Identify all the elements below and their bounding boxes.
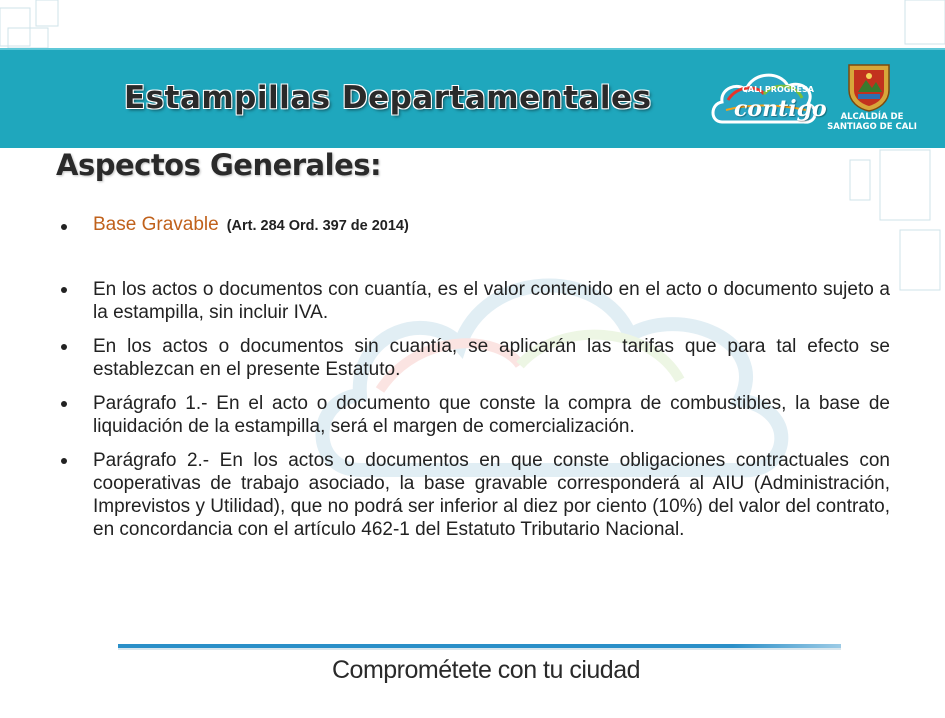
bullet-dot xyxy=(61,458,67,464)
base-gravable-reference: (Art. 284 Ord. 397 de 2014) xyxy=(226,218,409,234)
paragraph-item-3 xyxy=(56,392,890,438)
footer-divider xyxy=(118,644,841,651)
bullet-dot xyxy=(61,401,67,407)
base-gravable-item xyxy=(56,214,890,278)
footer-slogan: Comprométete con tu ciudad xyxy=(332,656,641,684)
logo-text-cali-progresa: CALI PROGRESA xyxy=(742,85,814,94)
banner-title: Estampillas Departamentales xyxy=(124,80,652,116)
bullet-dot xyxy=(61,287,67,293)
section-title: Aspectos Generales: xyxy=(56,148,382,182)
paragraph-item-2 xyxy=(56,335,890,381)
bullet-dot xyxy=(61,344,67,350)
cali-coat-of-arms-icon xyxy=(846,62,892,112)
paragraph-text-1: En los actos o documentos con cuantía, es el valor contenido en el acto o documento sujeto a la estampilla, sin incluir IVA. xyxy=(93,279,890,323)
alcaldia-label xyxy=(822,112,922,132)
bullet-list xyxy=(56,214,890,552)
paragraph-item-1 xyxy=(56,278,890,324)
paragraph-item-4 xyxy=(56,449,890,541)
header-banner xyxy=(0,48,945,148)
paragraph-text-2: En los actos o documentos sin cuantía, se aplicarán las tarifas que para tal efecto se establezcan en el presente Estatuto. xyxy=(93,336,890,380)
alcaldia-line-1: ALCALDÍA DE xyxy=(840,112,904,122)
base-gravable-label: Base Gravable xyxy=(93,214,219,235)
paragraph-text-3: Parágrafo 1.- En el acto o documento que conste la compra de combustibles, la base de liquidación de la estampilla, será el margen de comercialización. xyxy=(93,393,890,437)
bullet-dot xyxy=(61,224,67,230)
paragraph-text-4: Parágrafo 2.- En los actos o documentos en que conste obligaciones contractuales con cooperativas de trabajo asociado, la base gravable corresponderá al AIU (Administración, Imprevistos y Utilidad), que no podrá ser inferior al diez por ciento (10%) del valor del contrato, en concordancia con el artículo 462-1 del Estatuto Tributario Nacional. xyxy=(93,450,890,540)
alcaldia-line-2: SANTIAGO DE CALI xyxy=(827,122,917,132)
logo-text-contigo: contigo xyxy=(734,96,827,122)
